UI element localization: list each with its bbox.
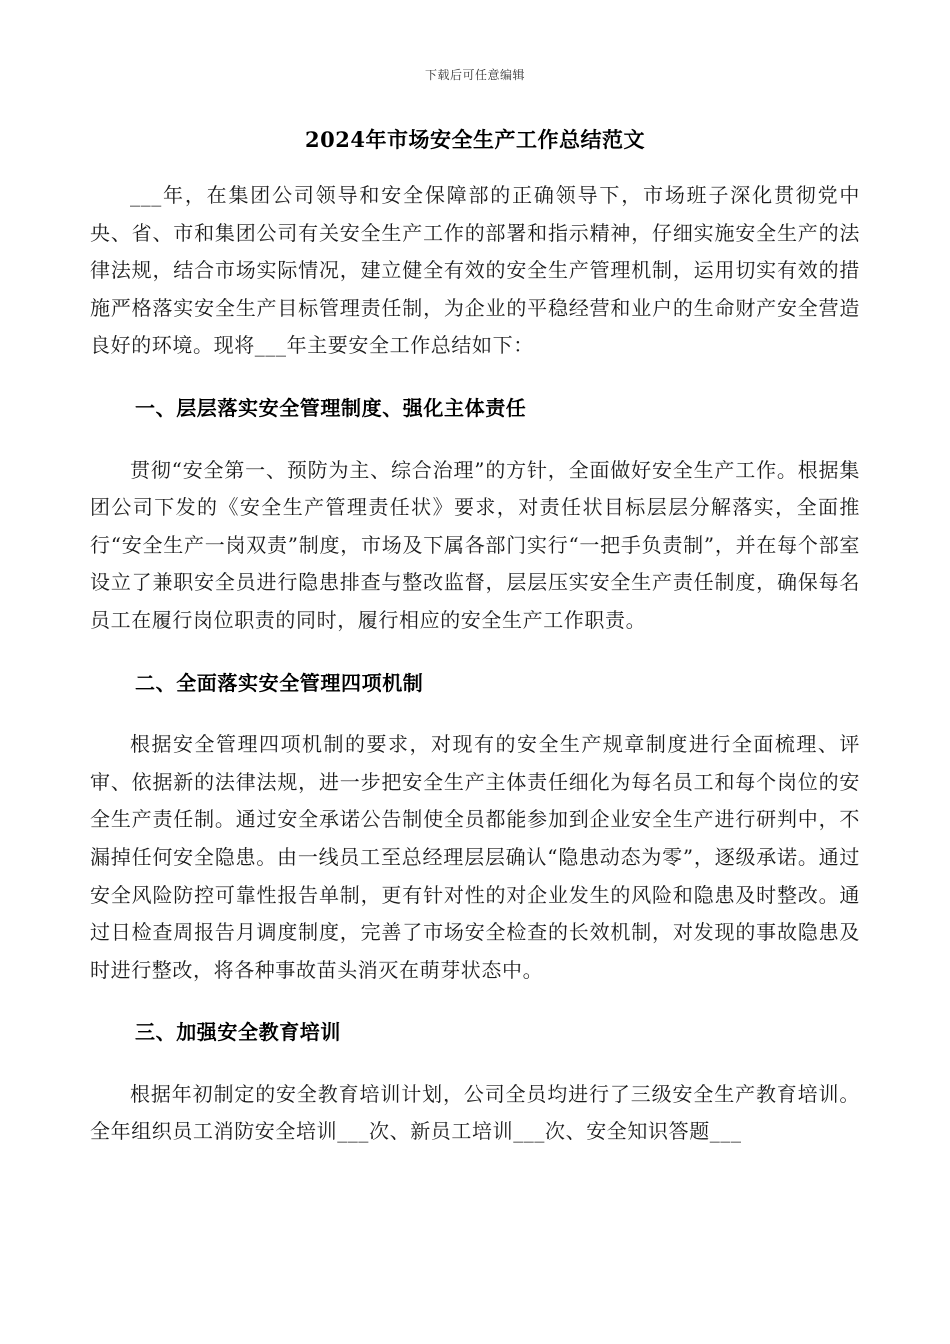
intro-paragraph: ___年，在集团公司领导和安全保障部的正确领导下，市场班子深化贯彻党中央、省、市和集团公司有关安全生产工作的部署和指示精神，仔细实施安全生产的法律法规，结合市场实际情况，建立健全有效的安全生产管理机制，运用切实有效的措施严格落实安全生产目标管理责任制，为企业的平稳经营和业户的生命财产安全营造良好的环境。现将___年主要安全工作总结如下：	[90, 183, 860, 358]
section-heading-2: 二、全面落实安全管理四项机制	[135, 670, 424, 695]
document-title: 2024年市场安全生产工作总结范文	[305, 127, 645, 152]
section-body-2: 根据安全管理四项机制的要求，对现有的安全生产规章制度进行全面梳理、评审、依据新的法律法规，进一步把安全生产主体责任细化为每名员工和每个岗位的安全生产责任制。通过安全承诺公告制使全员都能参加到企业安全生产进行研判中，不漏掉任何安全隐患。由一线员工至总经理层层确认“隐患动态为零”，逐级承诺。通过安全风险防控可靠性报告单制，更有针对性的对企业发生的风险和隐患及时整改。通过日检查周报告月调度制度，完善了市场安全检查的长效机制，对发现的事故隐患及时进行整改，将各种事故苗头消灭在萌芽状态中。	[90, 732, 860, 982]
header-note: 下载后可任意编辑	[424, 68, 525, 82]
section-body-3: 根据年初制定的安全教育培训计划，公司全员均进行了三级安全生产教育培训。全年组织员工消防安全培训___次、新员工培训___次、安全知识答题___	[90, 1081, 860, 1144]
section-heading-1: 一、层层落实安全管理制度、强化主体责任	[135, 395, 527, 420]
section-heading-3: 三、加强安全教育培训	[135, 1020, 341, 1045]
section-body-1: 贯彻“安全第一、预防为主、综合治理”的方针，全面做好安全生产工作。根据集团公司下发的《安全生产管理责任状》要求，对责任状目标层层分解落实，全面推行“安全生产一岗双责”制度，市场及下属各部门实行“一把手负责制”，并在每个部室设立了兼职安全员进行隐患排查与整改监督，层层压实安全生产责任制度，确保每名员工在履行岗位职责的同时，履行相应的安全生产工作职责。	[90, 457, 860, 632]
document-body	[90, 177, 860, 1151]
